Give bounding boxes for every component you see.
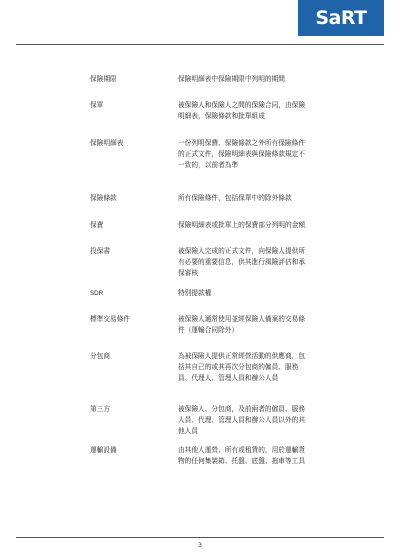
footer-divider [16, 537, 384, 538]
glossary-term: 保費 [90, 221, 104, 229]
glossary-definition: 被保險人和保險人之間的保險合同，由保險明細表，保險條款和批單組成 [178, 101, 306, 120]
glossary-definition: 一份列明保費、保險條款之外所有保險條件的正式文件，保險明細表與保險條款規定不一致的，以前者為準 [178, 139, 306, 169]
page-number: 3 [198, 542, 202, 549]
glossary-definition: 特別提款權 [178, 289, 212, 297]
logo-text: SaRT [315, 7, 367, 29]
glossary-definition: 被保險人、分包商，及前兩者的僱員、服務人員、代理、管理人員和辦公人員以外的其他人員 [178, 405, 306, 435]
glossary-definition: 保險明細表或批單上的保費部分列明的金額 [178, 221, 306, 229]
glossary-term: SDR [90, 290, 104, 297]
glossary-term: 投保書 [90, 247, 111, 255]
header-divider [16, 44, 384, 45]
glossary-term: 保險條款 [90, 194, 117, 202]
glossary-definition: 所有保險條件，包括保單中的除外條款 [178, 194, 292, 202]
glossary-term: 保險明細表 [90, 139, 124, 147]
glossary-definition: 由其他人運營、所有或租賃的，用於運輸貨物的任何集裝箱、托盤、底盤、拖車等工具 [178, 446, 306, 465]
glossary-term: 保險期限 [90, 75, 117, 83]
glossary-definition: 保險明細表中保險期限中列明的期間 [178, 75, 285, 83]
glossary-term: 標準交易條件 [90, 315, 131, 323]
glossary-definition: 被保險人完成的正式文件，向保險人提供所有必要的重要信息，供其進行風險評估和承保審核 [178, 247, 306, 277]
glossary-term: 第三方 [90, 405, 111, 413]
glossary-definition: 被保險人通常使用並經保險人備案的交易條件（運輸合同除外） [178, 315, 306, 334]
glossary-term: 分包商 [90, 352, 111, 360]
glossary-definition: 為被保險人提供正常經營活動的供應商，包括其自己的或其再次分包商的僱員、服務員、代理人、管理人員和辦公人員 [178, 352, 306, 382]
glossary-term: 保單 [90, 101, 104, 109]
glossary-term: 運輸設備 [90, 446, 117, 454]
sart-logo [298, 0, 384, 36]
